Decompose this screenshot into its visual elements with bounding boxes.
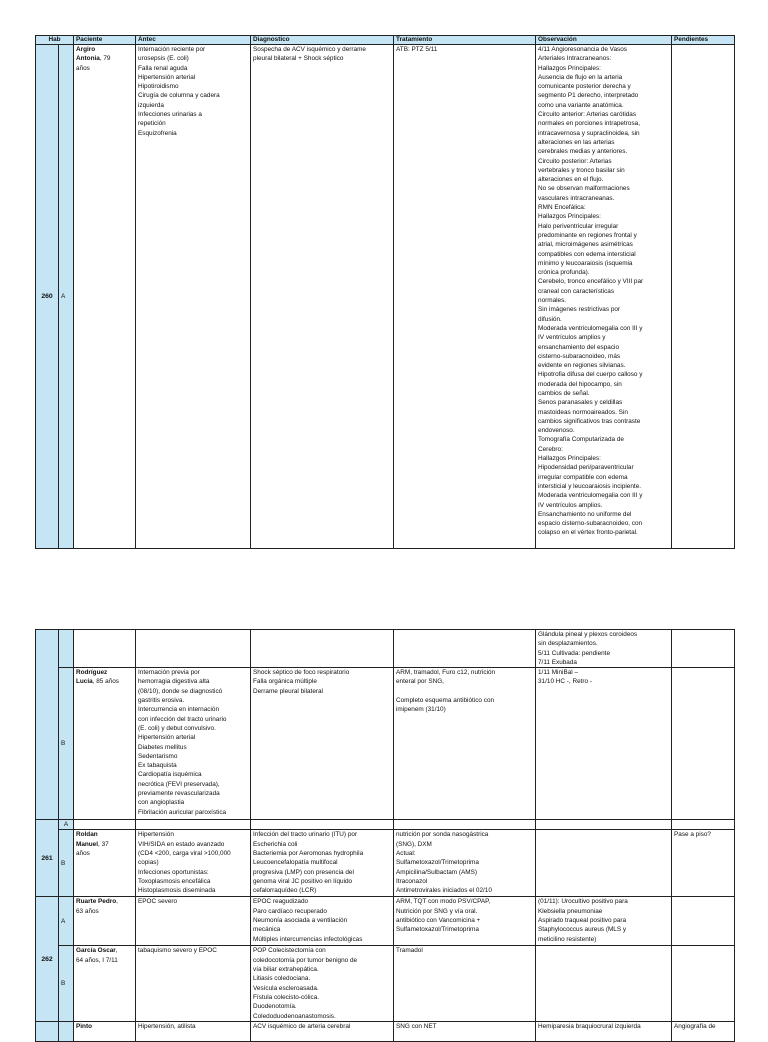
tratamiento-cell	[394, 897, 536, 946]
text-line: Esquizofrenia	[138, 129, 177, 137]
patient-age: , 37	[98, 840, 109, 848]
text-line: (SNG), DXM	[396, 840, 432, 848]
tratamiento-cell	[394, 668, 536, 820]
text-line: enteral por SNG,	[396, 678, 444, 686]
text-line: POP Colecistectomía con	[253, 947, 326, 955]
text-line: espacio cisterno-subaracnoideo, con	[538, 520, 643, 528]
text-line: Aspirado traqueal positivo para	[538, 917, 627, 925]
table-row	[36, 820, 735, 830]
text-line: ARM, TQT con modo PSV/CPAP,	[396, 898, 491, 906]
text-line: (08/10), donde se diagnosticó	[138, 687, 223, 695]
text-line: Cirugía de columna y cadera	[138, 92, 220, 100]
text-line: Sulfametoxazol/Trimetoprima	[396, 926, 479, 934]
text-line: Leucoencefalopatía multifocal	[253, 859, 338, 867]
text-line: vertebrales y tronco basilar sin	[538, 166, 625, 174]
patient-table-top	[35, 35, 735, 549]
text-line: Moderada ventriculomegalia con III y	[538, 492, 643, 500]
text-line: como una variante anatómica.	[538, 101, 624, 109]
room-number: 261	[36, 820, 59, 897]
patient-age: años	[76, 64, 90, 72]
diagnostico-cell	[251, 668, 394, 820]
antec-cell	[136, 946, 251, 1022]
text-line: copias)	[138, 859, 159, 867]
text-line: Hipotiroidismo	[138, 83, 179, 91]
tratamiento-cell	[394, 630, 536, 668]
text-line: Sin imágenes restrictivas por	[538, 306, 621, 314]
observacion-cell	[536, 946, 672, 1022]
observacion-cell	[536, 45, 672, 549]
text-line: Ausencia de flujo en la arteria	[538, 73, 623, 81]
text-line: No se observan malformaciones	[538, 185, 630, 193]
text-line: Diabetes mellitus	[138, 743, 187, 751]
text-line: evidente en regiones silvianas.	[538, 362, 626, 370]
pendientes-cell	[672, 668, 735, 820]
text-line: EPOC severo	[138, 898, 178, 906]
text-line: Vesícula escleroasada.	[253, 984, 319, 992]
text-line: cambios significativos tras contraste	[538, 417, 641, 425]
table-row	[36, 668, 735, 820]
text-line: Ampicilina/Sulbactam (AMS)	[396, 868, 477, 876]
text-line: cerebrales medias y anteriores.	[538, 148, 628, 156]
text-line: craneal con características	[538, 287, 615, 295]
text-line: Hallazgos Principales:	[538, 64, 601, 72]
text-line: Cerebelo, tronco encefálico y VIII par	[538, 278, 644, 286]
text-line: vasculares intracraneanas.	[538, 194, 615, 202]
text-line: Hipotrofia difusa del cuerpo calloso y	[538, 371, 643, 379]
bed-letter	[59, 630, 74, 668]
text-line: RMN Encefálica:	[538, 204, 586, 212]
patient-age: 64 años, I 7/11	[76, 956, 118, 964]
text-line: Derrame pleural bilateral	[253, 687, 323, 695]
observacion-cell: Hemiparesia braquiocrural izquierda	[536, 1022, 672, 1042]
patient-age: , 85 años	[92, 678, 119, 686]
text-line: nutrición por sonda nasogástrica	[396, 831, 489, 839]
bed-letter: A	[59, 897, 74, 946]
text-line: Cerebro:	[538, 445, 563, 453]
text-line: alteraciones en las arterias	[538, 138, 615, 146]
text-line: Ensanchamiento no uniforme del	[538, 510, 632, 518]
text-line: Sedentarismo	[138, 752, 178, 760]
text-line: hemorragia digestiva alta	[138, 678, 210, 686]
patient-cell	[74, 820, 136, 830]
text-line: izquierda	[138, 101, 164, 109]
patient-name: Lucía	[76, 678, 93, 686]
text-line: EPOC reagudizado	[253, 898, 309, 906]
pendientes-cell	[672, 630, 735, 668]
table-row	[36, 830, 735, 897]
text-line: colapso en el vértex fronto-parietal.	[538, 529, 638, 537]
text-line: Actual:	[396, 850, 416, 858]
text-line: (CD4 <200, carga viral >100,000	[138, 850, 231, 858]
text-line: cisterno-subaracnoideo, más	[538, 352, 621, 360]
text-line: segmento P1 derecho, interpretado	[538, 92, 639, 100]
bed-letter	[59, 1022, 74, 1042]
tratamiento-cell	[394, 830, 536, 897]
text-line: antibiótico con Vancomicina +	[396, 917, 481, 925]
text-line: Histoplasmosis diseminada	[138, 887, 216, 895]
text-line: irregular compatible con edema	[538, 473, 628, 481]
text-line: Completo esquema antibiótico con	[396, 697, 495, 705]
table-row	[36, 45, 735, 549]
room-number: 262	[36, 897, 59, 1022]
text-line: repetición	[138, 120, 166, 128]
text-line: coledocotomía por tumor benigno de	[253, 956, 358, 964]
text-line: Hipertensión	[138, 831, 174, 839]
tratamiento-cell	[394, 45, 536, 549]
patient-cell	[74, 830, 136, 897]
text-line: con infección del tracto urinario	[138, 715, 227, 723]
tratamiento-cell	[394, 946, 536, 1022]
text-line: Falla orgánica múltiple	[253, 678, 317, 686]
text-line: Infecciones oportunistas:	[138, 868, 209, 876]
text-line: Glándula pineal y plexos coroideos	[538, 631, 638, 638]
pendientes-cell	[672, 830, 735, 897]
pendientes-cell: Angiografía de	[672, 1022, 735, 1042]
text-line: urosepsis (E. coli)	[138, 55, 189, 63]
diagnostico-cell	[251, 830, 394, 897]
patient-cell	[74, 946, 136, 1022]
text-line: Circuito anterior: Arterias carótidas	[538, 111, 637, 119]
observacion-cell	[536, 630, 672, 668]
text-line: genoma viral JC positivo en líquido	[253, 877, 353, 885]
bed-letter: A	[59, 820, 74, 830]
bed-letter: B	[59, 830, 74, 897]
table-row	[36, 1022, 735, 1042]
patient-cell	[74, 668, 136, 820]
text-line: Bacteriemia por Aeromonas hydrophila	[253, 850, 364, 858]
text-line: Internación previa por	[138, 669, 200, 677]
text-line: Arteriales Intracraneanos:	[538, 55, 612, 63]
text-line: Paro cardíaco recuperado	[253, 907, 327, 915]
text-line: intracavernosa y supraclinoidea, sin	[538, 129, 640, 137]
diagnostico-cell	[251, 45, 394, 549]
observacion-cell	[536, 668, 672, 820]
antec-cell	[136, 897, 251, 946]
patient-cell	[74, 45, 136, 549]
text-line: Hallazgos Principales:	[538, 213, 601, 221]
text-line: VIH/SIDA en estado avanzado	[138, 840, 225, 848]
text-line: Hipodensidad peri/paraventricular	[538, 464, 634, 472]
patient-table-continued	[35, 629, 735, 1042]
observacion-cell	[536, 820, 672, 830]
patient-age: 63 años	[76, 907, 99, 915]
text-line: comunicante posterior derecha y	[538, 83, 631, 91]
header-pendientes: Pendientes	[672, 36, 735, 45]
text-line: Neumonía asociada a ventilación	[253, 917, 348, 925]
text-line: Pase a piso?	[674, 831, 711, 839]
patient-name: Antonia	[76, 55, 100, 63]
text-line: IV ventrículos amplios y	[538, 334, 606, 342]
text-line: compatibles con edema intersticial	[538, 250, 636, 258]
text-line: Coledoduodenoanastomosis.	[253, 1012, 336, 1020]
text-line: crónica profunda).	[538, 269, 590, 277]
bed-letter: B	[59, 668, 74, 820]
antec-cell	[136, 820, 251, 830]
text-line: 4/11 Angioresonancia de Vasos	[538, 46, 627, 53]
text-line: Litiasis coledociana.	[253, 975, 311, 983]
text-line: Cardiopatía isquémica	[138, 771, 202, 779]
table-row	[36, 946, 735, 1022]
text-line: Staphylococcus aureus (MLS y	[538, 926, 627, 934]
header-antec: Antec	[136, 36, 251, 45]
tratamiento-cell: SNG con NET	[394, 1022, 536, 1042]
diagnostico-cell	[251, 946, 394, 1022]
text-line: Fístula colecisto-cólica.	[253, 993, 320, 1001]
text-line: Múltiples intercurrencias infectológicas	[253, 935, 363, 943]
text-line: Toxoplasmosis encefálica	[138, 877, 211, 885]
patient-name: García Oscar	[76, 947, 116, 955]
patient-name: Argiro	[76, 46, 96, 53]
patient-age: ,	[116, 898, 118, 906]
text-line: pleural bilateral + Shock séptico	[253, 55, 344, 63]
observacion-cell	[536, 897, 672, 946]
text-line: Nutrición por SNG y vía oral.	[396, 907, 478, 915]
header-tratamiento: Tratamiento	[394, 36, 536, 45]
text-line: tabaquismo severo y EPOC	[138, 947, 217, 955]
text-line: Sospecha de ACV isquémico y derrame	[253, 46, 366, 53]
text-line: ARM, tramadol, Furo c12, nutrición	[396, 669, 496, 677]
text-line: 7/11 Exubada	[538, 658, 577, 666]
text-line: IV ventrículos amplios.	[538, 501, 603, 509]
text-line: Circuito posterior: Arterias	[538, 157, 612, 165]
diagnostico-cell	[251, 820, 394, 830]
diagnostico-cell	[251, 897, 394, 946]
patient-name: Ruarte Pedro	[76, 898, 117, 906]
observacion-cell	[536, 830, 672, 897]
text-line: Duodenotomía.	[253, 1003, 297, 1011]
text-line: Fibrilación auricular paroxística	[138, 808, 227, 816]
patient-cell	[74, 630, 136, 668]
room-number	[36, 1022, 59, 1042]
antec-cell	[136, 668, 251, 820]
text-line: normales.	[538, 297, 567, 305]
text-line: Itraconazol	[396, 877, 428, 885]
antec-cell: Hipertensión, atilista	[136, 1022, 251, 1042]
text-line: Hipertensión arterial	[138, 73, 196, 81]
text-line: alteraciones en el flujo.	[538, 176, 604, 184]
patient-name: Pinto	[76, 1023, 92, 1031]
text-line: mastoideas normoaireados. Sin	[538, 408, 628, 416]
text-line: 5/11 Cultivada: pendiente	[538, 649, 611, 657]
pendientes-cell	[672, 820, 735, 830]
text-line: necrótica (FEVI preservada),	[138, 780, 220, 788]
text-line: meticilino resistente)	[538, 935, 597, 943]
text-line: endovenoso.	[538, 427, 575, 435]
diagnostico-cell: ACV isquémico de arteria cerebral	[251, 1022, 394, 1042]
patient-cell	[74, 897, 136, 946]
text-line: mínimo y leucoaraiosis (isquemia	[538, 259, 633, 267]
text-line: Sulfametoxazol/Trimetoprima	[396, 859, 479, 867]
tratamiento-cell	[394, 820, 536, 830]
diagnostico-cell	[251, 630, 394, 668]
patient-age: , 79	[99, 55, 111, 63]
text-line: atrial, microimágenes asimétricas	[538, 241, 633, 249]
text-line: con angioplastia	[138, 799, 185, 807]
text-line: Infección del tracto urinario (ITU) por	[253, 831, 358, 839]
patient-name: Manuel	[76, 840, 99, 848]
text-line: (01/11): Urocultivo positivo para	[538, 898, 628, 906]
text-line: cefalorraquídeo (LCR)	[253, 887, 317, 895]
text-line: progresiva (LMP) con presencia del	[253, 868, 354, 876]
text-line: Hipertensión arterial	[138, 734, 196, 742]
text-line: imipenem (31/10)	[396, 706, 446, 714]
patient-cell	[74, 1022, 136, 1042]
text-line: Escherichia coli	[253, 840, 298, 848]
text-line: Hallazgos Principales:	[538, 455, 601, 463]
text-line: ensanchamiento del espacio	[538, 343, 620, 351]
bed-letter: B	[59, 946, 74, 1022]
text-line: gastritis erosiva.	[138, 697, 185, 705]
text-line: Infecciones urinarias a	[138, 111, 202, 119]
text-line: Tramadol	[396, 947, 423, 955]
text-line: Moderada ventriculomegalia con III y	[538, 324, 643, 332]
text-line: moderada del hipocampo, sin	[538, 380, 622, 388]
text-line: predominante en regiones frontal y	[538, 231, 637, 239]
text-line: Shock séptico de foco respiratorio	[253, 669, 350, 677]
text-line: previamente revascularizada	[138, 790, 220, 798]
header-hab: Hab	[36, 36, 74, 45]
antec-cell	[136, 630, 251, 668]
bed-letter: A	[59, 45, 74, 549]
antec-cell	[136, 45, 251, 549]
text-line	[396, 687, 533, 696]
patient-age: años	[76, 850, 90, 858]
text-line: vía biliar extrahepática.	[253, 966, 319, 974]
header-paciente: Paciente	[74, 36, 136, 45]
room-number: 260	[36, 45, 59, 549]
header-diagnostico: Diagnostico	[251, 36, 394, 45]
table-row	[36, 630, 735, 668]
text-line: Senos paranasales y celdillas	[538, 399, 623, 407]
text-line: cambios de señal.	[538, 389, 590, 397]
text-line: Klebsiella pneumoniae	[538, 907, 603, 915]
text-line: (E. coli) y debut convulsivo.	[138, 724, 216, 732]
text-line: ATB: PTZ 5/11	[396, 46, 438, 53]
patient-age: ,	[115, 947, 118, 955]
text-line: 1/11 MiniBal –	[538, 669, 579, 677]
text-line: Tomografía Computarizada de	[538, 436, 624, 444]
text-line: Falla renal aguda	[138, 64, 188, 72]
header-row	[36, 36, 735, 45]
text-line: mecánica	[253, 926, 281, 934]
pendientes-cell	[672, 946, 735, 1022]
table-row	[36, 897, 735, 946]
pendientes-cell	[672, 45, 735, 549]
text-line: Internación reciente por	[138, 46, 206, 53]
text-line: Halo periventricular irregular	[538, 222, 619, 230]
text-line: Antirretrovirales iniciados el 02/10	[396, 887, 492, 895]
text-line: 31/10 HC -, Retro -	[538, 678, 592, 686]
text-line: normales en porciones intrapetrosa,	[538, 120, 640, 128]
pendientes-cell	[672, 897, 735, 946]
header-observacion: Observación	[536, 36, 672, 45]
text-line: Intercurrencia en internación	[138, 706, 219, 714]
text-line: intersticial y leucoaraiosis incipiente.	[538, 482, 642, 490]
patient-name: Roldan	[76, 831, 98, 839]
text-line: Ex tabaquista	[138, 762, 177, 770]
room-number	[36, 630, 59, 820]
text-line: sin desplazamientos.	[538, 640, 598, 648]
text-line: difusión.	[538, 315, 562, 323]
antec-cell	[136, 830, 251, 897]
patient-name: Rodríguez	[76, 669, 108, 677]
